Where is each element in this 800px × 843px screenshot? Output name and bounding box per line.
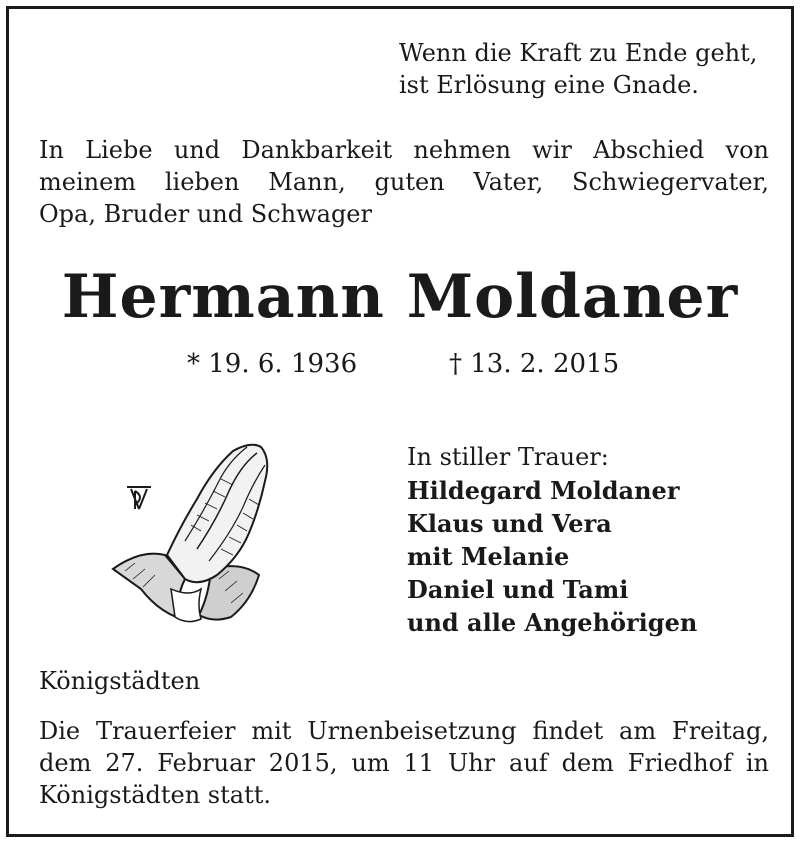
service-line: Die Trauerfeier mit Urnenbeisetzung findet am Freitag, [39, 717, 769, 745]
mourner-name: Klaus und Vera [407, 509, 612, 538]
death-date: † 13. 2. 2015 [449, 349, 620, 379]
service-line: dem 27. Februar 2015, um 11 Uhr auf dem Friedhof in [39, 749, 769, 777]
mourners-block [407, 441, 697, 639]
service-notice [39, 715, 769, 811]
motto-line: ist Erlösung eine Gnade. [399, 71, 699, 99]
motto-line: Wenn die Kraft zu Ende geht, [399, 39, 758, 67]
intro-text [39, 134, 769, 230]
motto-quote [399, 37, 757, 101]
intro-line: meinem lieben Mann, guten Vater, Schwiegervater, [39, 168, 769, 196]
intro-line: In Liebe und Dankbarkeit nehmen wir Abschied von [39, 136, 769, 164]
service-line: Königstädten statt. [39, 781, 271, 809]
mourning-lead: In stiller Trauer: [407, 443, 609, 471]
mourner-name: Hildegard Moldaner [407, 476, 680, 505]
praying-hands-icon [101, 429, 281, 629]
birth-date: * 19. 6. 1936 [187, 349, 358, 379]
mourner-name: mit Melanie [407, 542, 570, 571]
monogram-icon [127, 487, 151, 509]
mourner-name: Daniel und Tami [407, 575, 629, 604]
obituary-frame [6, 6, 794, 837]
place-name: Königstädten [39, 667, 201, 695]
mourner-name: und alle Angehörigen [407, 608, 698, 637]
deceased-name: Hermann Moldaner [61, 262, 739, 332]
intro-line: Opa, Bruder und Schwager [39, 200, 372, 228]
